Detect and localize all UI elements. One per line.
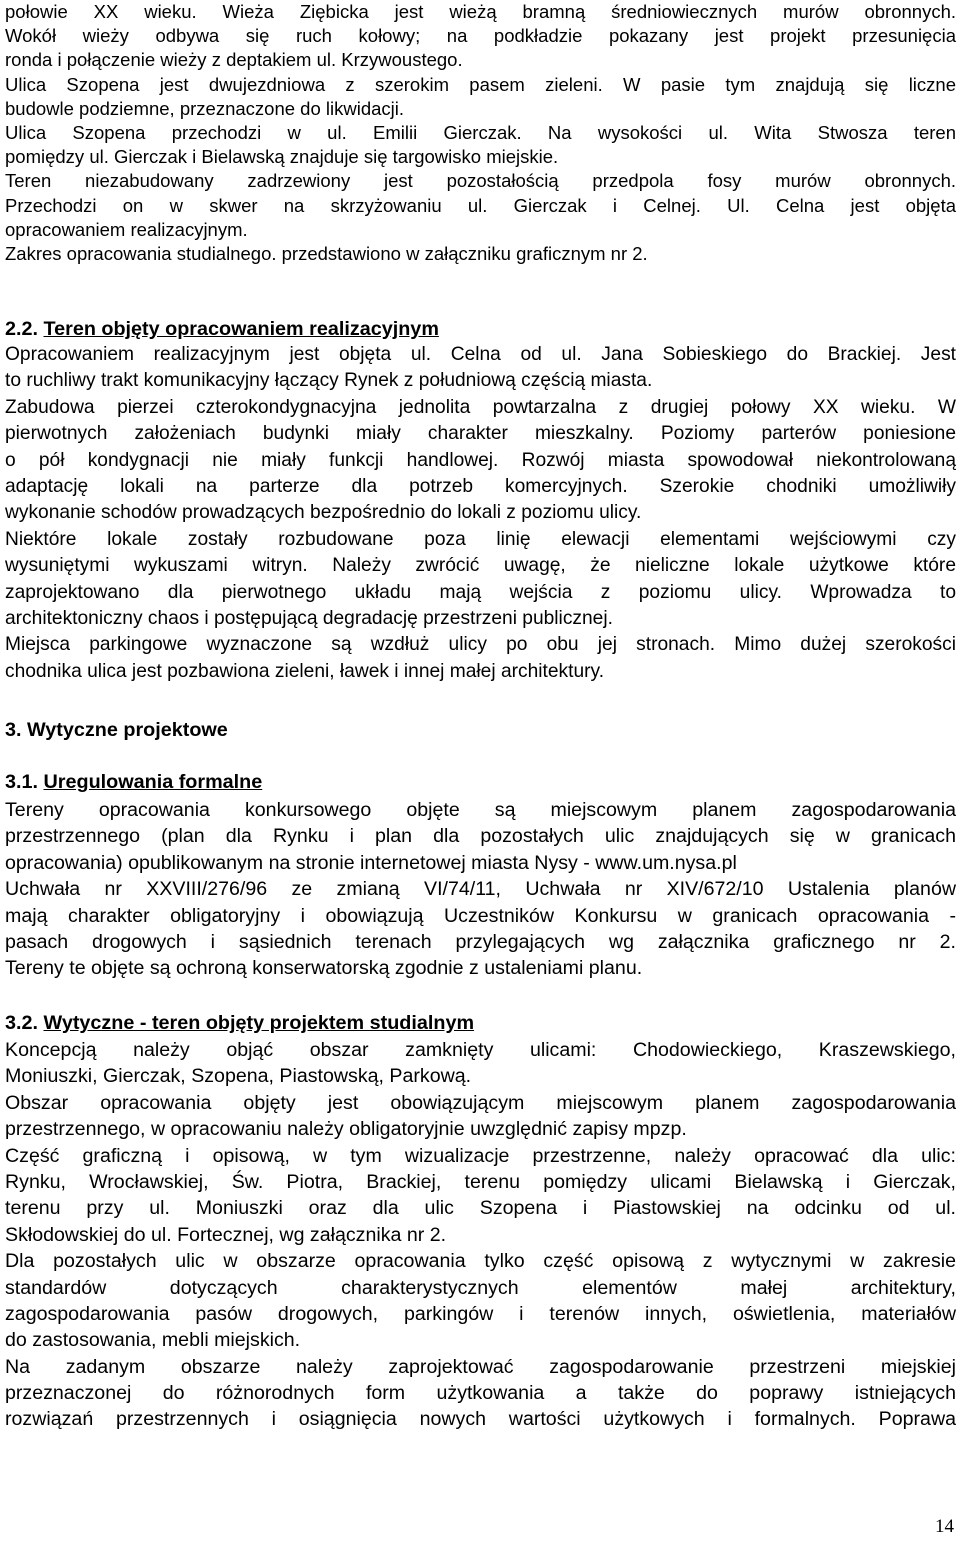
text-line: Obszar opracowania objęty jest obowiązującym miejscowym planem zagospodarowania [5,1091,956,1114]
heading-title: Wytyczne - teren objęty projektem studialnym [43,1012,475,1034]
text-line: Opracowaniem realizacyjnym jest objęta ul. Celna od ul. Jana Sobieskiego do Brackiej. Jest [5,344,956,365]
text-line: opracowania) opublikowanym na stronie internetowej miasta Nysy - www.um.nysa.pl [5,851,737,874]
text-line: pierwotnych założeniach budynki miały charakter mieszkalny. Poziomy parterów poniesione [5,423,956,445]
text-line: budowle podziemne, przeznaczone do likwidacji. [5,97,405,119]
text-line: zaprojektowano dla pierwotnego układu mają wejścia z poziomu ulicy. Wprowadza to [5,581,956,603]
paragraph-4 [5,1037,956,1433]
heading-number: 3.2. [5,1012,38,1034]
paragraph-1 [5,0,956,266]
text-line: mają charakter obligatoryjny i obowiązują Uczestników Konkursu w granicach opracowania - [5,904,956,927]
heading-number: 3.1. [5,771,38,793]
heading-title: Uregulowania formalne [43,771,263,793]
text-line: przeznaczonej do różnorodnych form użytkowania a także do poprawy istniejących [5,1382,956,1405]
text-line: Uchwała nr XXVIII/276/96 ze zmianą VI/74/11, Uchwała nr XIV/672/10 Ustalenia planów [5,878,956,901]
text-line: wykonanie schodów prowadzących bezpośrednio do lokali z poziomu ulicy. [5,502,642,524]
text-line: to ruchliwy trakt komunikacyjny łączący Rynek z południową częścią miasta. [5,370,653,392]
text-line: Ulica Szopena przechodzi w ul. Emilii Gierczak. Na wysokości ul. Wita Stwosza teren [5,121,956,143]
text-line: Koncepcją należy objąć obszar zamknięty ulicami: Chodowieckiego, Kraszewskiego, [5,1039,956,1061]
page-number: 14 [935,1516,954,1537]
heading-title: 3. Wytyczne projektowe [5,719,228,741]
text-line: rozwiązań przestrzennych i osiągnięcia nowych wartości użytkowych i formalnych. Poprawa [5,1408,956,1431]
paragraph-2 [5,342,956,685]
text-line: Miejsca parkingowe wyznaczone są wzdłuż ulicy po obu jej stronach. Mimo dużej szerokości [5,634,956,656]
text-line: Ulica Szopena jest dwujezdniowa z szerokim pasem zieleni. W pasie tym znajdują się liczne [5,73,956,95]
text-line: Tereny opracowania konkursowego objęte są miejscowym planem zagospodarowania [5,799,956,821]
text-line: Przechodzi on w skwer na skrzyżowaniu ul. Gierczak i Celnej. Ul. Celna jest objęta [5,194,956,216]
text-line: Wokół wieży odbywa się ruch kołowy; na podkładzie pokazany jest projekt przesunięcia [5,25,956,47]
text-line: adaptację lokali na parterze dla potrzeb komercyjnych. Szerokie chodniki umożliwiły [5,475,956,497]
text-line: połowie XX wieku. Wieża Ziębicka jest wieżą bramną średniowiecznych murów obronnych. [5,1,956,22]
text-line: opracowaniem realizacyjnym. [5,218,248,240]
text-line: ronda i połączenie wieży z deptakiem ul. Krzywoustego. [5,49,463,71]
paragraph-3 [5,797,956,982]
text-line: zagospodarowania pasów drogowych, parkingów i terenów innych, oświetlenia, materiałów [5,1302,956,1325]
text-line: Na zadanym obszarze należy zaprojektować zagospodarowanie przestrzeni miejskiej [5,1355,956,1378]
text-line: Zabudowa pierzei czterokondygnacyjna jednolita powtarzalna z drugiej połowy XX wieku. W [5,396,956,418]
text-line: Moniuszki, Gierczak, Szopena, Piastowską, Parkową. [5,1065,472,1088]
heading-number: 2.2. [5,318,38,340]
text-line: pomiędzy ul. Gierczak i Bielawską znajduje się targowisko miejskie. [5,146,559,168]
text-line: Rynku, Wrocławskiej, Św. Piotra, Brackiej, terenu pomiędzy ulicami Bielawską i Gierczak, [5,1170,956,1193]
text-line: do zastosowania, mebli miejskich. [5,1329,301,1352]
text-line: Część graficzną i opisową, w tym wizualizacje przestrzenne, należy opracować dla ulic: [5,1144,956,1167]
text-line: chodnika ulica jest pozbawiona zieleni, ławek i innej małej architektury. [5,660,605,682]
heading-title: Teren objęty opracowaniem realizacyjnym [43,318,439,340]
text-line: architektoniczny chaos i postępującą degradację przestrzeni publicznej. [5,607,613,629]
text-line: o pół kondygnacji nie miały funkcji handlowej. Rozwój miasta spowodował niekontrolowaną [5,449,956,471]
text-line: wysuniętymi wykuszami witryn. Należy zwrócić uwagę, że nieliczne lokale użytkowe które [5,555,956,577]
text-line: Niektóre lokale zostały rozbudowane poza linię elewacji elementami wejściowymi czy [5,528,956,550]
text-line: przestrzennego (plan dla Rynku i plan dla pozostałych ulic znajdujących się w granicach [5,825,956,848]
text-line: Zakres opracowania studialnego. przedstawiono w załączniku graficznym nr 2. [5,242,648,264]
section-heading-2-2 [5,316,439,342]
section-heading-3-2 [5,1010,474,1036]
text-line: przestrzennego, w opracowaniu należy obligatoryjnie uwzględnić zapisy mpzp. [5,1118,687,1141]
text-line: standardów dotyczących charakterystycznych elementów małej architektury, [5,1276,956,1299]
text-line: terenu przy ul. Moniuszki oraz dla ulic Szopena i Piastowskiej na odcinku od ul. [5,1197,956,1220]
section-heading-3 [5,717,228,743]
text-line: Teren niezabudowany zadrzewiony jest pozostałością przedpola fosy murów obronnych. [5,170,956,192]
text-line: Skłodowskiej do ul. Fortecznej, wg załącznika nr 2. [5,1223,447,1246]
text-line: pasach drogowych i sąsiednich terenach przylegających wg załącznika graficznego nr 2. [5,930,956,953]
section-heading-3-1 [5,769,262,795]
text-line: Tereny te objęte są ochroną konserwatorską zgodnie z ustaleniami planu. [5,957,643,980]
text-line: Dla pozostałych ulic w obszarze opracowania tylko część opisową z wytycznymi w zakresie [5,1250,956,1273]
